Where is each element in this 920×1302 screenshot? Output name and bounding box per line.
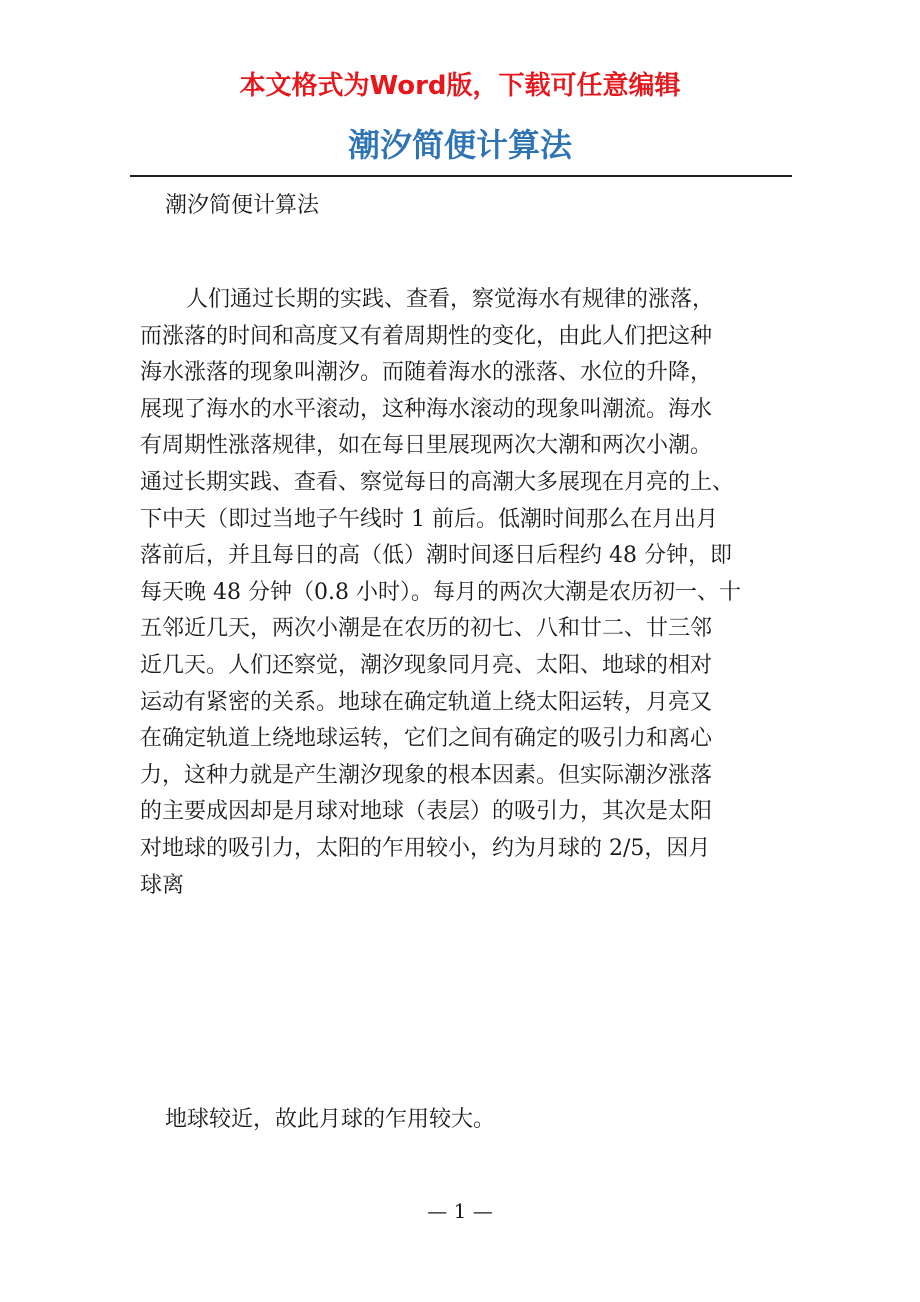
paragraph-line: 通过长期实践、查看、察觉每日的高潮大多展现在月亮的上、 [140,469,735,495]
paragraph-line: 运动有紧密的关系。地球在确定轨道上绕太阳运转，月亮又 [140,689,713,715]
paragraph-line: 五邻近几天，两次小潮是在农历的初七、八和廿二、廿三邻 [140,616,713,642]
closing-paragraph: 地球较近，故此月球的乍用较大。 [165,1107,496,1132]
word-format-notice: 本文格式为Word版，下载可任意编辑 [239,71,681,101]
paragraph-line: 海水涨落的现象叫潮汐。而随着海水的涨落、水位的升降， [140,360,713,386]
paragraph-line: 力，这种力就是产生潮汐现象的根本因素。但实际潮汐涨落 [140,762,713,788]
paragraph-line: 在确定轨道上绕地球运转，它们之间有确定的吸引力和离心 [140,726,713,752]
body-paragraph [140,282,782,904]
document-title: 潮汐简便计算法 [347,126,572,164]
paragraph-line: 球离 [140,872,185,898]
document-subtitle: 潮汐简便计算法 [165,193,320,218]
paragraph-line: 对地球的吸引力，太阳的乍用较小，约为月球的 2/5，因月 [140,835,711,861]
paragraph-line: 人们通过长期的实践、查看，察觉海水有规律的涨落， [186,287,715,312]
paragraph-line: 下中天（即过当地子午线时 1 前后。低潮时间那么在月出月 [140,506,718,532]
paragraph-line: 有周期性涨落规律，如在每日里展现两次大潮和两次小潮。 [140,433,713,459]
paragraph-line: 的主要成因却是月球对地球（表层）的吸引力，其次是太阳 [140,799,713,825]
paragraph-line: 而涨落的时间和高度又有着周期性的变化，由此人们把这种 [140,323,713,349]
title-divider [130,175,792,177]
paragraph-line: 落前后，并且每日的高（低）潮时间逐日后程约 48 分钟，即 [140,543,732,569]
paragraph-line: 展现了海水的水平滚动，这种海水滚动的现象叫潮流。海水 [140,396,713,422]
paragraph-line: 每天晚 48 分钟（0.8 小时）。每月的两次大潮是农历初一、十 [140,579,741,605]
page-number: — 1 — [427,1199,493,1223]
paragraph-line: 近几天。人们还察觉，潮汐现象同月亮、太阳、地球的相对 [140,652,713,678]
